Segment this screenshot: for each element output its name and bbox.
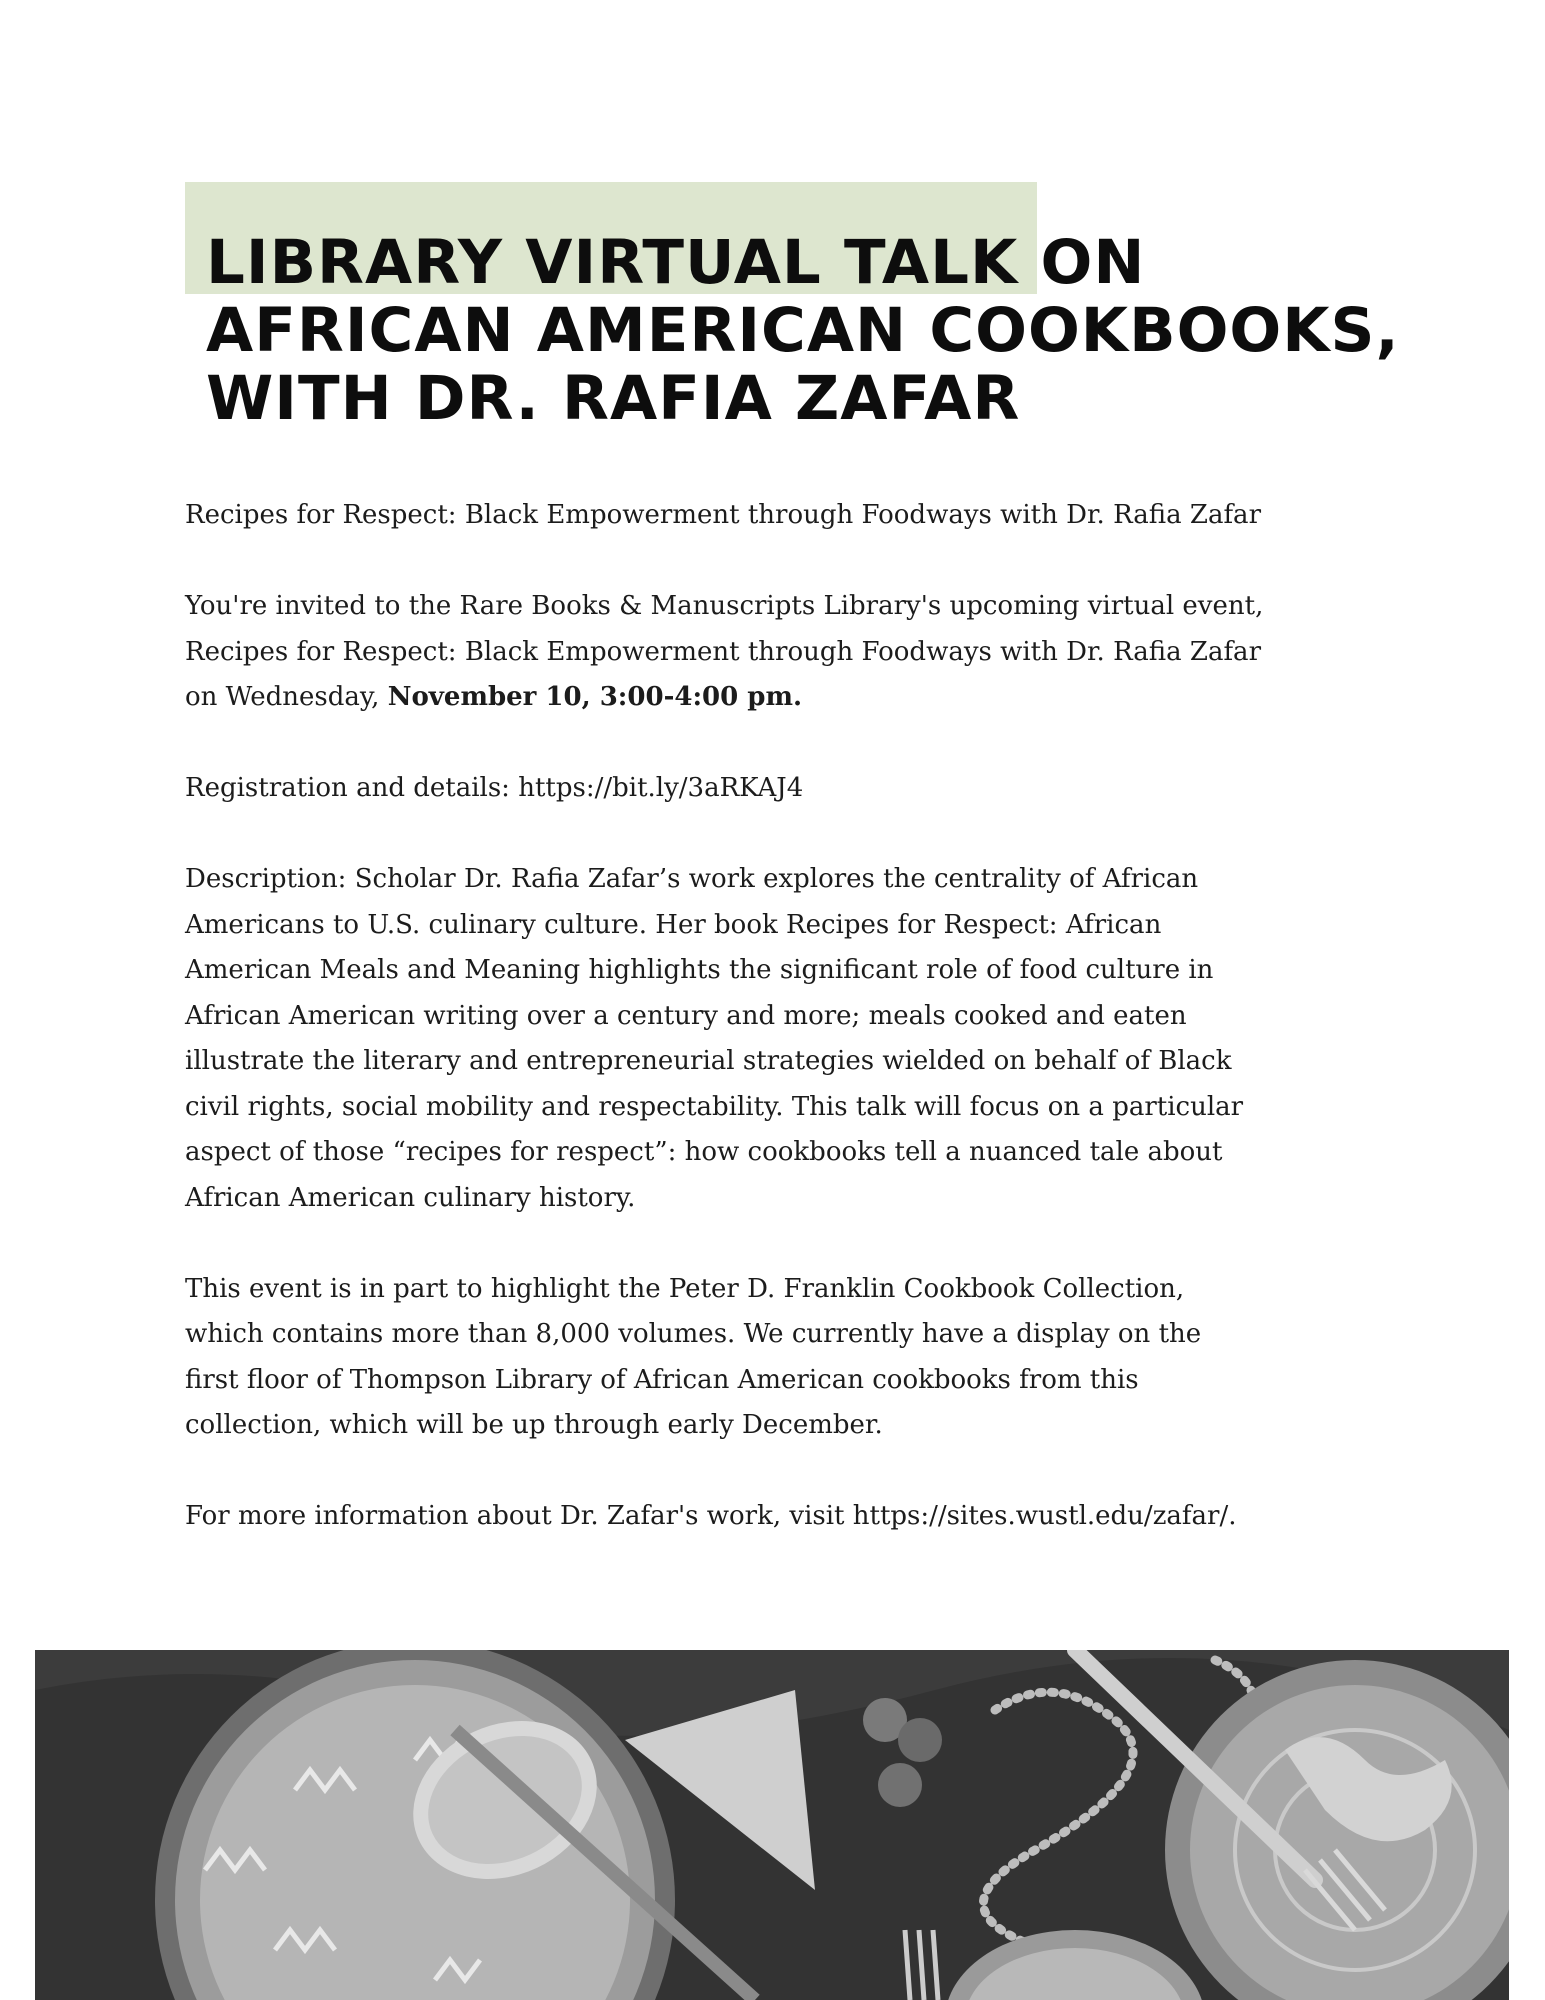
invite-line-3: [185, 675, 1365, 721]
description-line: African American writing over a century and more; meals cooked and eaten: [185, 1000, 1187, 1031]
invite-paragraph: [185, 584, 1365, 721]
description-line: Americans to U.S. culinary culture. Her book Recipes for Respect: African: [185, 909, 1162, 940]
invite-line-1: You're invited to the Rare Books & Manuscripts Library's upcoming virtual event,: [185, 591, 1264, 621]
collection-line: which contains more than 8,000 volumes. We currently have a display on the: [185, 1319, 1202, 1349]
event-subtitle: Recipes for Respect: Black Empowerment through Foodways with Dr. Rafia Zafar: [185, 500, 1261, 530]
event-datetime: November 10, 3:00-4:00 pm.: [387, 682, 803, 712]
description-line: American Meals and Meaning highlights the significant role of food culture in: [185, 955, 1214, 985]
description-line: civil rights, social mobility and respectability. This talk will focus on a particular: [185, 1091, 1244, 1122]
collection-line: first floor of Thompson Library of African American cookbooks from this: [185, 1364, 1139, 1395]
page-title: [206, 229, 1406, 433]
title-line-3: WITH DR. RAFIA ZAFAR: [206, 363, 1021, 434]
title-line-2: AFRICAN AMERICAN COOKBOOKS,: [206, 295, 1400, 366]
registration-paragraph: [185, 766, 1365, 812]
description-line: Description: Scholar Dr. Rafia Zafar’s work explores the centrality of African: [185, 864, 1199, 894]
description-paragraph: [185, 857, 1365, 1221]
invite-day: on Wednesday,: [185, 682, 388, 712]
collection-paragraph: [185, 1267, 1365, 1449]
invite-line-2: Recipes for Respect: Black Empowerment through Foodways with Dr. Rafia Zafar: [185, 636, 1261, 667]
food-photo-illustration: [35, 1650, 1509, 2000]
more-info-paragraph: [185, 1494, 1365, 1540]
description-line: African American culinary history.: [185, 1182, 636, 1213]
registration-link-text[interactable]: Registration and details: https://bit.ly/3aRKAJ4: [185, 773, 804, 803]
collection-line: collection, which will be up through early December.: [185, 1410, 883, 1440]
event-body: [185, 493, 1365, 1585]
description-line: illustrate the literary and entrepreneurial strategies wielded on behalf of Black: [185, 1046, 1232, 1076]
more-info-link-text[interactable]: For more information about Dr. Zafar's work, visit https://sites.wustl.edu/zafar/.: [185, 1501, 1237, 1531]
title-line-1: LIBRARY VIRTUAL TALK ON: [206, 227, 1146, 298]
food-photo: [35, 1650, 1509, 2000]
collection-line: This event is in part to highlight the Peter D. Franklin Cookbook Collection,: [185, 1273, 1185, 1304]
description-line: aspect of those “recipes for respect”: how cookbooks tell a nuanced tale about: [185, 1137, 1223, 1167]
